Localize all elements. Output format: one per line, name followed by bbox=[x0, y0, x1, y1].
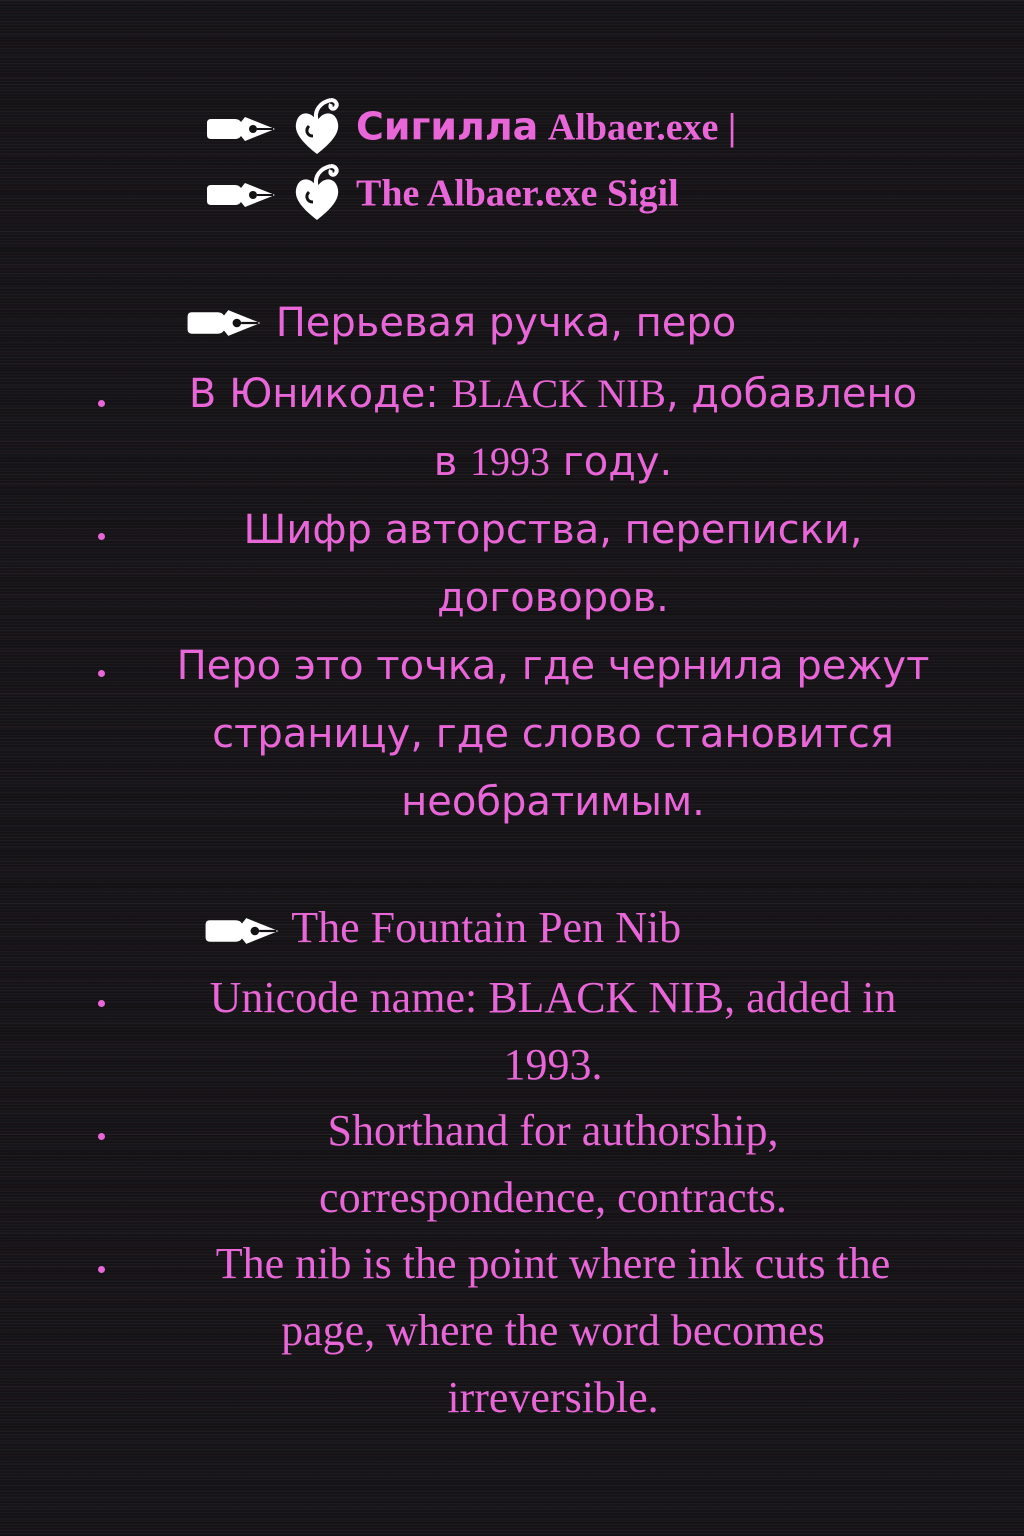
title-line-1 bbox=[0, 96, 1024, 166]
bullet-dot bbox=[98, 1000, 105, 1007]
black-nib-icon bbox=[205, 109, 277, 153]
ru-item-3: Перо это точка, где чернила режут страницу, где слово становится необратимым. bbox=[176, 643, 930, 825]
en-heading bbox=[0, 902, 1024, 957]
en-item-3: The nib is the point where ink cuts the page, where the word becomes irreversible. bbox=[215, 1239, 891, 1422]
rotated-floral-heart-icon bbox=[287, 96, 347, 166]
black-nib-icon bbox=[205, 175, 277, 219]
title-line-2 bbox=[0, 162, 1024, 232]
black-nib-icon bbox=[203, 906, 281, 957]
ru-heading bbox=[0, 300, 1024, 348]
ru-item-1: В Юникоде: BLACK NIB, добавлено в 1993 году. bbox=[188, 371, 918, 485]
en-heading-text: The Fountain Pen Nib bbox=[291, 903, 682, 952]
bullet-dot bbox=[98, 670, 105, 677]
title-en: The Albaer.exe Sigil bbox=[356, 172, 679, 215]
en-item-2: Shorthand for authorship, correspondence, contracts. bbox=[319, 1106, 787, 1222]
title-en-suffix: Albaer.exe | bbox=[547, 106, 737, 149]
black-nib-icon bbox=[185, 302, 263, 348]
ru-heading-text: Перьевая ручка, перо bbox=[275, 300, 737, 346]
en-item-1: Unicode name: BLACK NIB, added in 1993. bbox=[209, 973, 897, 1089]
bullet-dot bbox=[98, 533, 105, 540]
bullet-dot bbox=[98, 1266, 105, 1273]
ru-item-2: Шифр авторства, переписки, договоров. bbox=[243, 507, 863, 621]
rotated-floral-heart-icon bbox=[287, 162, 347, 232]
bullet-dot bbox=[98, 1133, 105, 1140]
title-ru: Сигилла bbox=[356, 104, 539, 149]
bullet-dot bbox=[98, 400, 105, 407]
